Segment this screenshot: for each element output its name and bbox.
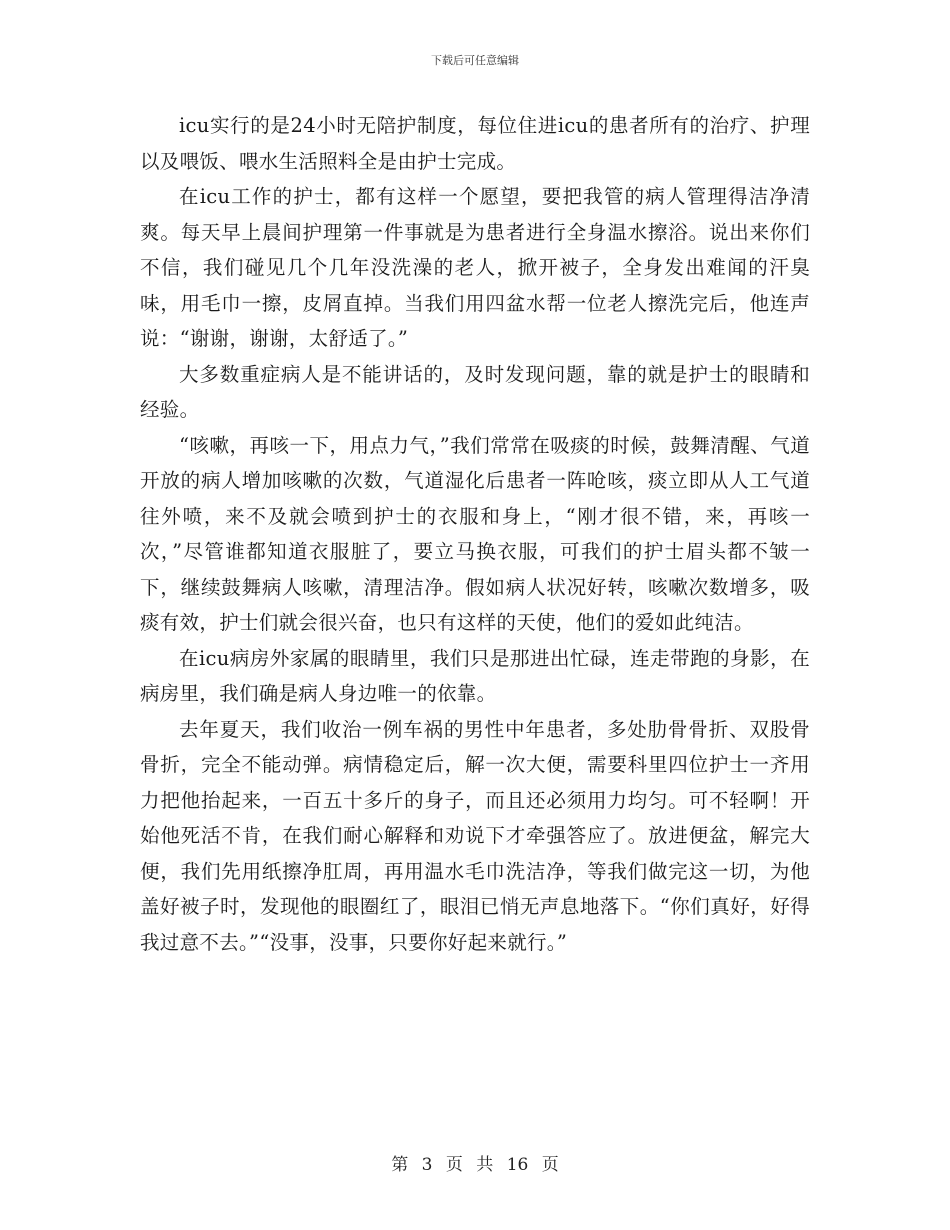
paragraph-4: “咳嗽，再咳一下，用点力气，”我们常常在吸痰的时候，鼓舞清醒、气道开放的病人增加咳嗽的次数，气道湿化后患者一阵呛咳，痰立即从人工气道往外喷，来不及就会喷到护士的衣服和身上，“刚才很不错，来，再咳一次，”尽管谁都知道衣服脏了，要立马换衣服，可我们的护士眉头都不皱一下，继续鼓舞病人咳嗽，清理洁净。假如病人状况好转，咳嗽次数增多，吸痰有效，护士们就会很兴奋，也只有这样的天使，他们的爱如此纯洁。 bbox=[140, 433, 810, 634]
paragraph-5: 在icu病房外家属的眼睛里，我们只是那进出忙碌，连走带跑的身影，在病房里，我们确是病人身边唯一的依靠。 bbox=[140, 646, 810, 705]
page-header-note: 下载后可任意编辑 bbox=[431, 54, 519, 67]
paragraph-3: 大多数重症病人是不能讲话的，及时发现问题，靠的就是护士的眼睛和经验。 bbox=[140, 362, 810, 421]
page-number-footer: 第 3 页 共 16 页 bbox=[391, 1155, 559, 1175]
paragraph-2: 在icu工作的护士，都有这样一个愿望，要把我管的病人管理得洁净清爽。每天早上晨间护理第一件事就是为患者进行全身温水擦浴。说出来你们不信，我们碰见几个几年没洗澡的老人，掀开被子，全身发出难闻的汗臭味，用毛巾一擦，皮屑直掉。当我们用四盆水帮一位老人擦洗完后，他连声说：“谢谢，谢谢，太舒适了。” bbox=[140, 185, 810, 350]
paragraph-6: 去年夏天，我们收治一例车祸的男性中年患者，多处肋骨骨折、双股骨骨折，完全不能动弹。病情稳定后，解一次大便，需要科里四位护士一齐用力把他抬起来，一百五十多斤的身子，而且还必须用力均匀。可不轻啊！开始他死活不肯，在我们耐心解释和劝说下才牵强答应了。放进便盆，解完大便，我们先用纸擦净肛周，再用温水毛巾洗洁净，等我们做完这一切，为他盖好被子时，发现他的眼圈红了，眼泪已悄无声息地落下。“你们真好，好得我过意不去。”“没事，没事，只要你好起来就行。” bbox=[140, 717, 810, 954]
paragraph-1: icu实行的是24小时无陪护制度，每位住进icu的患者所有的治疗、护理以及喂饭、喂水生活照料全是由护士完成。 bbox=[140, 114, 810, 173]
document-body bbox=[140, 108, 810, 960]
